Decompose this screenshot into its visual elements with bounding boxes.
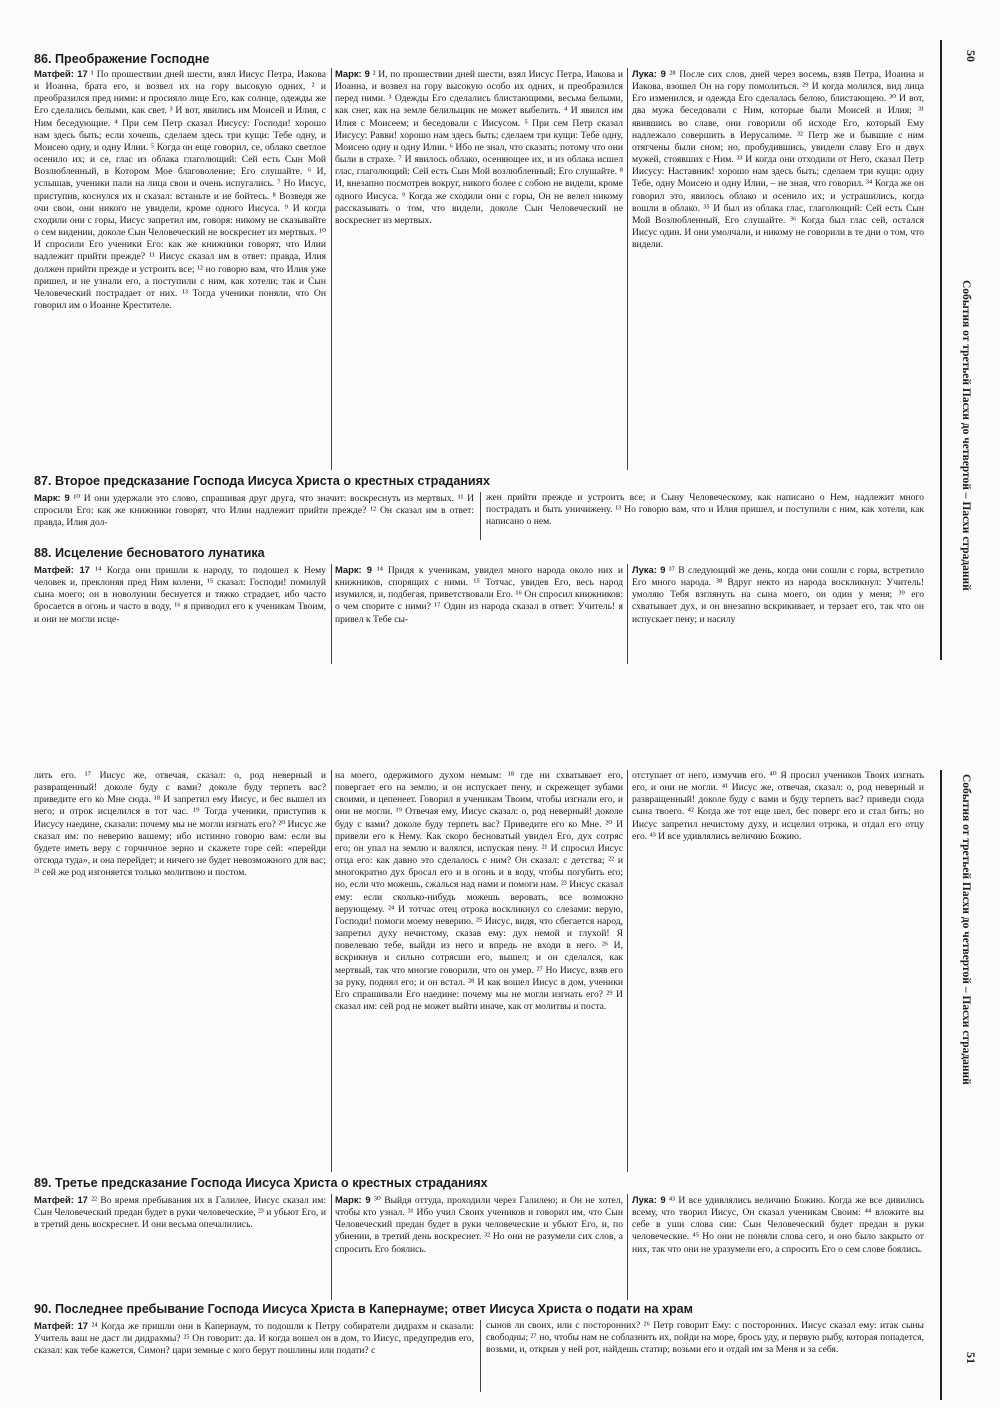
s86-matthew-text: ¹ По прошествии дней шести, взял Иисус Петра, Иакова и Иоанна, брата его, и возвел их на гору высокую одних, ² и преобразился пред ними: и просияло лице Его, как солнце, одежды же Его сделались белыми, как свет. ³ И вот, явились им Моисей и Илия, с Ним беседующие. ⁴ При сем Петр сказал Иисусу: Господи! хорошо нам здесь быть; если хочешь, сделаем здесь три кущи: Тебе одну, и Моисею одну, и одну Илии. ⁵ Когда он еще говорил, се, облако светлое осенило их; и се, глас из облака глаголющий: Сей есть Сын Мой Возлюбленный, в Котором Мое благоволение; Его слушайте. ⁶ И, услышав, ученики пали на лица свои и очень испугались. ⁷ Но Иисус, приступив, коснулся их и сказал: встаньте и не бойтесь. ⁸ Возведя же очи свои, они никого не увидели, кроме одного Иисуса. ⁹ И когда сходили они с горы, Иисус запретил им, говоря: никому не сказывайте о сем видении, доколе Сын Человеческий не воскреснет из мертвых. ¹⁰ И спросили Его ученики Его: как же книжники говорят, что Илии надлежит прийти прежде? ¹¹ Иисус сказал им в ответ: правда, Илия должен прийти прежде и устроить все; ¹² но говорю вам, что Илия уже пришел, и не узнали его, а поступили с ним, как хотели; так и Сын Человеческий пострадает от них. ¹³ Тогда ученики поняли, что Он говорил им о Иоанне Крестителе. xyxy=(34,69,326,311)
s88-luke-ref: Лука: 9 xyxy=(632,564,666,575)
s88-mark-a-text: ¹⁴ Придя к ученикам, увидел много народа около них и книжников, спорящих с ними. ¹⁵ Тотчас, увидев Его, весь народ изумился, и, подбегая, приветствовали Его. ¹⁶ Он спросил книжников: о чем спорите с ними? ¹⁷ Один из народа сказал в ответ: Учитель! я привел к Тебе сы- xyxy=(335,565,623,625)
page-number-51: 51 xyxy=(964,1352,978,1364)
section-88-title: 88. Исцеление бесноватого лунатика xyxy=(34,546,265,560)
s89-luke-text: ⁴³ И все удивлялись величию Божию. Когда же все дивились всему, что творил Иисус, Он сказал ученикам Своим: ⁴⁴ вложите вы себе в уши слова сии: Сын Человеческий будет предан в руки человеческие. ⁴⁵ Но они не поняли слова сего, и оно было закрыто от них, так что они не уразумели его, а спросить Его о сем слове боялись. xyxy=(632,1195,924,1255)
s89-mark-text: ³⁰ Выйдя оттуда, проходили через Галилею; и Он не хотел, чтобы кто узнал. ³¹ Ибо учил Своих учеников и говорил им, что Сын Человеческий предан будет в руки человеческие и убьют Его, и, по убиении, в третий день воскреснет. ³² Но они не разумели сих слов, а спросить Его боялись. xyxy=(335,1195,623,1255)
s89-luke-ref: Лука: 9 xyxy=(632,1194,666,1205)
column-divider xyxy=(627,564,628,664)
s86-mark-text: ² И, по прошествии дней шести, взял Иисус Петра, Иакова и Иоанна, и возвел на гору высокую особо их одних, и преобразился перед ними. ³ Одежды Его сделались блистающими, весьма белыми, как снег, как на земле белильщик не может выбелить. ⁴ И явился им Илия с Моисеем; и беседовали с Иисусом. ⁵ При сем Петр сказал Иисусу: Равви! хорошо нам здесь быть; сделаем три кущи: Тебе одну, Моисею одну и одну Илии. ⁶ Ибо не знал, что сказать; потому что они были в страхе. ⁷ И явилось облако, осеняющее их, и из облака исшел глас, глаголющий: Сей есть Сын Мой возлюбленный; Его слушайте. ⁸ И, внезапно посмотрев вокруг, никого более с собою не видели, кроме одного Иисуса. ⁹ Когда же сходили они с горы, Он не велел никому рассказывать о том, что видели, доколе Сын Человеческий не воскреснет из мертвых. xyxy=(335,69,624,226)
s89-matthew xyxy=(30,1194,330,1300)
s86-luke-ref: Лука: 9 xyxy=(632,68,666,79)
column-divider xyxy=(627,68,628,470)
column-divider xyxy=(480,492,481,540)
running-head-text: События от третьей Пасхи до четвертой – Пасхи страданий xyxy=(960,280,972,591)
s87-mark-left xyxy=(30,492,478,540)
s90-matthew-ref: Матфей: 17 xyxy=(34,1320,89,1331)
s88-matthew-ref: Матфей: 17 xyxy=(34,564,90,575)
s86-luke xyxy=(628,68,928,470)
s87-mark-right-text: жен прийти прежде и устроить все; и Сыну Человеческому, как написано о Нем, надлежит много пострадать и быть уничижену. ¹³ Но говорю вам, что и Илия пришел, и поступили с ним, как хотели, как написано о нем. xyxy=(486,492,924,528)
s90-matthew-left-text: ²⁴ Когда же пришли они в Капернаум, то подошли к Петру собиратели дидрахм и сказали: Учитель ваш не даст ли дидрахмы? ²⁵ Он говорит: да. И когда вошел он в дом, то Иисус, предупредив его, сказал: как тебе кажется, Симон? цари земные с кого берут пошлины или подати? с xyxy=(34,1321,474,1357)
s89-luke xyxy=(628,1194,928,1300)
s86-luke-text: ²⁸ После сих слов, дней через восемь, взяв Петра, Иоанна и Иакова, взошел Он на гору помолиться. ²⁹ И когда молился, вид лица Его изменился, и одежда Его сделалась белою, блистающею. ³⁰ И вот, два мужа беседовали с Ним, которые были Моисей и Илия; ³¹ явившись во славе, они говорили об исходе Его, который Ему надлежало совершить в Иерусалиме. ³² Петр же и бывшие с ним отягчены были сном; но, пробудившись, увидели славу Его и двух мужей, стоявших с Ним. ³³ И когда они отходили от Него, сказал Петр Иисусу: Наставник! хорошо нам здесь быть; сделаем три кущи: одну Тебе, одну Моисею и одну Илии, – не зная, что говорил. ³⁴ Когда же он говорил это, явилось облако и осенило их; и устрашились, когда вошли в облако. ³⁵ И был из облака глас, глаголющий: Сей есть Сын Мой Возлюбленный, Его слушайте. ³⁶ Когда был глас сей, остался Иисус один. И они умолчали, и никому не говорили в те дни о том, что видели. xyxy=(632,69,924,251)
section-90-title: 90. Последнее пребывание Господа Иисуса Христа в Капернауме; ответ Иисуса Христа о подати на храм xyxy=(34,1302,693,1316)
s87-mark-left-text: ¹⁰ И они удержали это слово, спрашивая друг друга, что значит: воскреснуть из мертвых. ¹¹ И спросили Его: как же книжники говорят, что Илии надлежит прийти прежде? ¹² Он сказал им в ответ: правда, Илия дол- xyxy=(34,493,474,529)
column-divider xyxy=(331,564,332,664)
s88-matthew-b-text: лить его. ¹⁷ Иисус же, отвечая, сказал: о, род неверный и развращенный! доколе буду с вами? доколе буду терпеть вас? приведите его ко Мне сюда. ¹⁸ И запретил ему Иисус, и бес вышел из него; и отрок исцелился в тот час. ¹⁹ Тогда ученики, приступив к Иисусу наедине, сказали: почему мы не могли изгнать его? ²⁰ Иисус же сказал им: по неверию вашему; ибо истинно говорю вам: если вы будете иметь веру с горчичное зерно и скажете горе сей: «перейди отсюда туда», и она перейдет; и ничего не будет невозможного для вас; ²¹ сей же род изгоняется только молитвою и постом. xyxy=(34,770,326,879)
s86-mark-ref: Марк: 9 xyxy=(335,68,370,79)
s88-matthew-b xyxy=(30,770,330,1170)
s88-luke-b xyxy=(628,770,928,1170)
s88-luke-a xyxy=(628,564,928,664)
section-89-title: 89. Третье предсказание Господа Иисуса Христа о крестных страданиях xyxy=(34,1176,488,1190)
s89-mark xyxy=(331,1194,627,1300)
s89-mark-ref: Марк: 9 xyxy=(335,1194,371,1205)
running-head-bottom xyxy=(940,770,1000,1400)
column-divider xyxy=(331,1194,332,1300)
s86-mark xyxy=(331,68,627,470)
column-divider xyxy=(627,770,628,1172)
s88-mark-b-text: на моего, одержимого духом немым: ¹⁸ где ни схватывает его, повергает его на землю, и он испускает пену, и скрежещет зубами своими, и цепенеет. Говорил я ученикам Твоим, чтобы изгнали его, и они не могли. ¹⁹ Отвечая ему, Иисус сказал: о, род неверный! доколе буду с вами? доколе буду терпеть вас? Приведите его ко Мне. ²⁰ И привели его к Нему. Как скоро бесноватый увидел Его, дух сотряс его; он упал на землю и валялся, испуская пену. ²¹ И спросил Иисус отца его: как давно это сделалось с ним? Он сказал: с детства; ²² и многократно дух бросал его и в огонь и в воду, чтобы погубить его; но, если что можешь, сжалься над нами и помоги нам. ²³ Иисус сказал ему: если сколько-нибудь можешь веровать, все возможно верующему. ²⁴ И тотчас отец отрока воскликнул со слезами: верую, Господи! помоги моему неверию. ²⁵ Иисус, видя, что сбегается народ, запретил духу нечистому, сказав ему: дух немой и глухой! Я повелеваю тебе, выйди из него и впредь не входи в него. ²⁶ И, вскрикнув и сильно сотрясши его, вышел; и он сделался, как мертвый, так что многие говорили, что он умер. ²⁷ Но Иисус, взяв его за руку, поднял его; и он встал. ²⁸ И как вошел Иисус в дом, ученики Его спрашивали Его наедине: почему мы не могли изгнать его? ²⁹ И сказал им: сей род не может выйти иначе, как от молитвы и поста. xyxy=(335,770,623,1012)
page-gap xyxy=(0,702,942,770)
s89-matthew-text: ²² Во время пребывания их в Галилее, Иисус сказал им: Сын Человеческий предан будет в руки человеческие, ²³ и убьют Его, и в третий день воскреснет. И они весьма опечалились. xyxy=(34,1195,326,1231)
column-divider xyxy=(331,68,332,470)
s88-luke-b-text: отступает от него, измучив его. ⁴⁰ Я просил учеников Твоих изгнать его, и они не могли. ⁴¹ Иисус же, отвечая, сказал: о, род неверный и развращенный! доколе буду с вами и буду терпеть вас? приведи сюда сына твоего. ⁴² Когда же тот еще шел, бес поверг его и стал бить; но Иисус запретил нечистому духу, и исцелил отрока, и отдал его отцу его. ⁴³ И все удивлялись величию Божию. xyxy=(632,770,924,842)
s86-matthew-ref: Матфей: 17 xyxy=(34,68,88,79)
s88-mark-a xyxy=(331,564,627,664)
s87-mark-ref: Марк: 9 xyxy=(34,492,70,503)
running-head-text: События от третьей Пасхи до четвертой – Пасхи страданий xyxy=(960,774,972,1085)
s88-luke-a-text: ³⁷ В следующий же день, когда они сошли с горы, встретило Его много народа. ³⁸ Вдруг некто из народа воскликнул: Учитель! умоляю Тебя взглянуть на сына моего, он один у меня; ³⁹ его схватывает дух, и он внезапно вскрикивает, и терзает его, так что он испускает пену; и насилу xyxy=(632,565,924,625)
page-number-50: 50 xyxy=(964,50,978,62)
s88-mark-b xyxy=(331,770,627,1170)
page-51 xyxy=(30,770,928,1400)
s90-matthew-right-text: сынов ли своих, или с посторонних? ²⁶ Петр говорит Ему: с посторонних. Иисус сказал ему: итак сыны свободны; ²⁷ но, чтобы нам не соблазнить их, пойди на море, брось уду, и первую рыбу, которая попадется, возьми, и, открыв у ней рот, найдешь статир; возьми его и отдай им за Меня и за себя. xyxy=(486,1320,924,1356)
s88-mark-ref: Марк: 9 xyxy=(335,564,372,575)
s88-matthew-a xyxy=(30,564,330,664)
running-head-top xyxy=(940,40,1000,660)
s90-matthew-left xyxy=(30,1320,478,1392)
section-86-title: 86. Преображение Господне xyxy=(34,52,210,66)
column-divider xyxy=(331,770,332,1172)
column-divider xyxy=(627,1194,628,1300)
s87-mark-right xyxy=(482,492,928,540)
s86-matthew xyxy=(30,68,330,470)
s90-matthew-right xyxy=(482,1320,928,1392)
s89-matthew-ref: Матфей: 17 xyxy=(34,1194,88,1205)
column-divider xyxy=(480,1320,481,1392)
page-50 xyxy=(30,42,928,702)
s88-matthew-a-text: ¹⁴ Когда они пришли к народу, то подошел к Нему человек и, преклоняя пред Ним колени, ¹⁵ сказал: Господи! помилуй сына моего; он в новолунии беснуется и тяжко страдает, ибо часто бросается в огонь и часто в воду, ¹⁶ я приводил его к ученикам Твоим, и они не могли исце- xyxy=(34,565,326,625)
section-87-title: 87. Второе предсказание Господа Иисуса Христа о крестных страданиях xyxy=(34,474,491,488)
